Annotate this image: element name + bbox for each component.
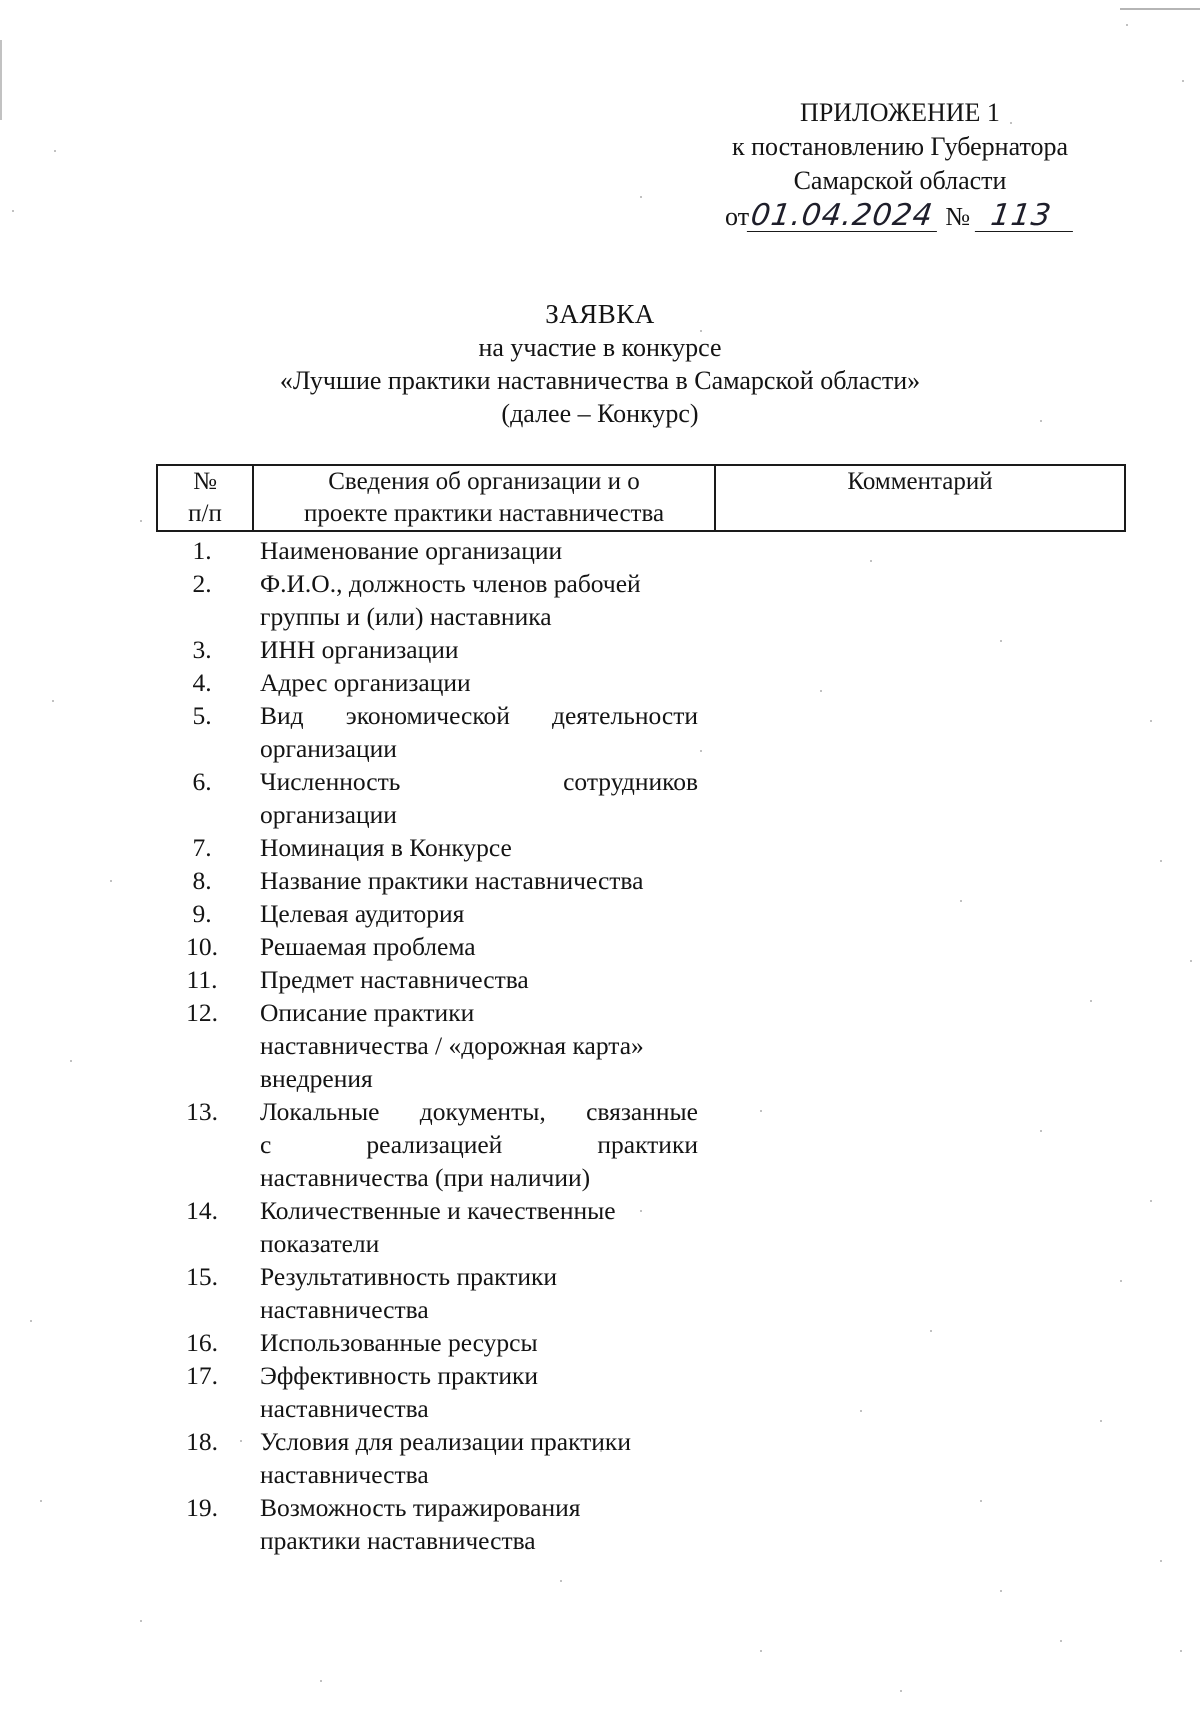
row-description-line: организации	[260, 734, 397, 763]
row-description	[260, 831, 698, 864]
scan-speck	[1000, 1590, 1002, 1592]
table-row	[156, 1095, 1124, 1194]
row-description	[260, 1491, 698, 1557]
table-row	[156, 1359, 1124, 1425]
row-description	[260, 534, 698, 567]
row-description	[260, 765, 698, 831]
row-number: 11.	[186, 965, 218, 994]
row-description-line: Наименование организации	[260, 536, 563, 565]
row-description	[260, 1326, 698, 1359]
row-description-line: Численность сотрудников	[260, 767, 698, 796]
scan-speck	[110, 880, 112, 882]
row-number: 5.	[192, 701, 212, 730]
document-subtitle: на участие в конкурсе	[478, 333, 722, 362]
table-row	[156, 699, 1124, 765]
scan-speck	[1060, 1640, 1062, 1642]
number-label: №	[945, 202, 971, 231]
row-description	[260, 897, 698, 930]
header-number	[158, 466, 254, 530]
table-row	[156, 1425, 1124, 1491]
row-description-line: организации	[260, 800, 397, 829]
table-header	[156, 464, 1126, 532]
row-number: 6.	[192, 767, 212, 796]
row-description-line: наставничества	[260, 1295, 429, 1324]
row-number: 15.	[186, 1262, 218, 1291]
row-number: 16.	[186, 1328, 218, 1357]
table-row	[156, 996, 1124, 1095]
scan-speck	[30, 1320, 32, 1322]
row-description-line: показатели	[260, 1229, 380, 1258]
scan-speck	[52, 700, 54, 702]
row-description	[260, 1260, 698, 1326]
scan-speck	[12, 210, 14, 212]
row-description-line: группы и (или) наставника	[260, 602, 552, 631]
table-row	[156, 567, 1124, 633]
row-description	[260, 567, 698, 633]
scan-speck	[560, 1580, 562, 1582]
table-row	[156, 963, 1124, 996]
row-description	[260, 930, 698, 963]
table-row	[156, 765, 1124, 831]
appendix-region: Самарской области	[793, 166, 1007, 195]
scan-speck	[1180, 1650, 1182, 1652]
row-description	[260, 996, 698, 1095]
row-description-line: внедрения	[260, 1064, 373, 1093]
appendix-date-number	[725, 200, 1075, 234]
table-row	[156, 831, 1124, 864]
contest-abbreviation: (далее – Конкурс)	[501, 399, 699, 428]
table-row	[156, 534, 1124, 567]
row-description-line: Вид экономической деятельности	[260, 701, 698, 730]
table-row	[156, 666, 1124, 699]
row-description-line: Условия для реализации практики	[260, 1427, 631, 1456]
row-description-line: с реализацией практики	[260, 1130, 698, 1159]
scan-edge-mark	[1120, 8, 1200, 10]
row-description-line: Номинация в Конкурсе	[260, 833, 512, 862]
application-table	[156, 464, 1124, 1557]
row-number: 14.	[186, 1196, 218, 1225]
row-description-line: наставничества	[260, 1460, 429, 1489]
row-description-line: Целевая аудитория	[260, 899, 465, 928]
scan-speck	[70, 1060, 72, 1062]
row-number: 3.	[192, 635, 212, 664]
scan-speck	[1150, 1200, 1152, 1202]
row-description-line: Описание практики	[260, 998, 475, 1027]
row-description	[260, 699, 698, 765]
scan-edge-mark	[0, 40, 2, 120]
header-number-abbr: п/п	[188, 500, 222, 527]
appendix-decree: к постановлению Губернатора	[731, 132, 1069, 161]
handwritten-number: 113	[974, 201, 1077, 232]
table-row	[156, 1326, 1124, 1359]
scan-speck	[760, 1650, 762, 1652]
header-comment	[716, 466, 1124, 530]
contest-name: «Лучшие практики наставничества в Самарской области»	[279, 366, 921, 395]
from-label: от	[725, 202, 750, 231]
scan-speck	[320, 1680, 322, 1682]
scan-speck	[140, 520, 142, 522]
row-number: 9.	[192, 899, 212, 928]
row-description-line: Название практики наставничества	[260, 866, 644, 895]
row-description-line: Адрес организации	[260, 668, 471, 697]
table-row	[156, 930, 1124, 963]
table-row	[156, 1260, 1124, 1326]
row-description	[260, 1194, 698, 1260]
handwritten-date: 01.04.2024	[747, 201, 941, 232]
row-description-line: Возможность тиражирования	[260, 1493, 581, 1522]
row-description-line: практики наставничества	[260, 1526, 536, 1555]
row-number: 19.	[186, 1493, 218, 1522]
row-description	[260, 1095, 698, 1194]
scan-speck	[900, 1690, 902, 1692]
header-number-symbol: №	[193, 468, 217, 495]
row-description	[260, 633, 698, 666]
scan-speck	[40, 1500, 42, 1502]
row-description-line: Локальные документы, связанные	[260, 1097, 698, 1126]
row-description-line: Количественные и качественные	[260, 1196, 616, 1225]
header-info-line1: Сведения об организации и о	[328, 468, 640, 495]
row-description-line: наставничества	[260, 1394, 429, 1423]
scan-speck	[1160, 860, 1162, 862]
document-title: ЗАЯВКА	[545, 299, 655, 329]
scan-speck	[54, 150, 56, 152]
row-description-line: Эффективность практики	[260, 1361, 539, 1390]
row-description	[260, 1425, 698, 1491]
appendix-header	[690, 96, 1110, 234]
scan-speck	[1182, 80, 1184, 82]
row-number: 12.	[186, 998, 218, 1027]
row-description	[260, 1359, 698, 1425]
row-number: 8.	[192, 866, 212, 895]
scan-speck	[140, 1620, 142, 1622]
row-description-line: Ф.И.О., должность членов рабочей	[260, 569, 641, 598]
row-description	[260, 666, 698, 699]
table-row	[156, 1194, 1124, 1260]
table-body	[156, 534, 1124, 1557]
table-row	[156, 1491, 1124, 1557]
scan-speck	[1160, 1560, 1162, 1562]
row-number: 13.	[186, 1097, 218, 1126]
row-number: 10.	[186, 932, 218, 961]
table-row	[156, 633, 1124, 666]
row-description-line: наставничества (при наличии)	[260, 1163, 591, 1192]
table-row	[156, 897, 1124, 930]
row-number: 1.	[192, 536, 212, 565]
scan-speck	[1126, 24, 1128, 26]
header-info	[254, 466, 716, 530]
row-description	[260, 963, 698, 996]
row-number: 2.	[192, 569, 212, 598]
row-number: 17.	[186, 1361, 218, 1390]
scan-speck	[1150, 720, 1152, 722]
row-description	[260, 864, 698, 897]
scan-speck	[1190, 960, 1192, 962]
scan-speck	[640, 196, 642, 198]
row-description-line: ИНН организации	[260, 635, 459, 664]
row-description-line: Предмет наставничества	[260, 965, 529, 994]
row-description-line: Результативность практики	[260, 1262, 558, 1291]
row-description-line: Решаемая проблема	[260, 932, 476, 961]
header-comment-label: Комментарий	[847, 468, 993, 495]
row-description-line: наставничества / «дорожная карта»	[260, 1031, 644, 1060]
row-number: 7.	[192, 833, 212, 862]
row-number: 4.	[192, 668, 212, 697]
appendix-title: ПРИЛОЖЕНИЕ 1	[800, 98, 1000, 127]
row-description-line: Использованные ресурсы	[260, 1328, 538, 1357]
header-info-line2: проекте практики наставничества	[303, 500, 665, 527]
document-title-block	[0, 298, 1200, 430]
table-row	[156, 864, 1124, 897]
row-number: 18.	[186, 1427, 218, 1456]
